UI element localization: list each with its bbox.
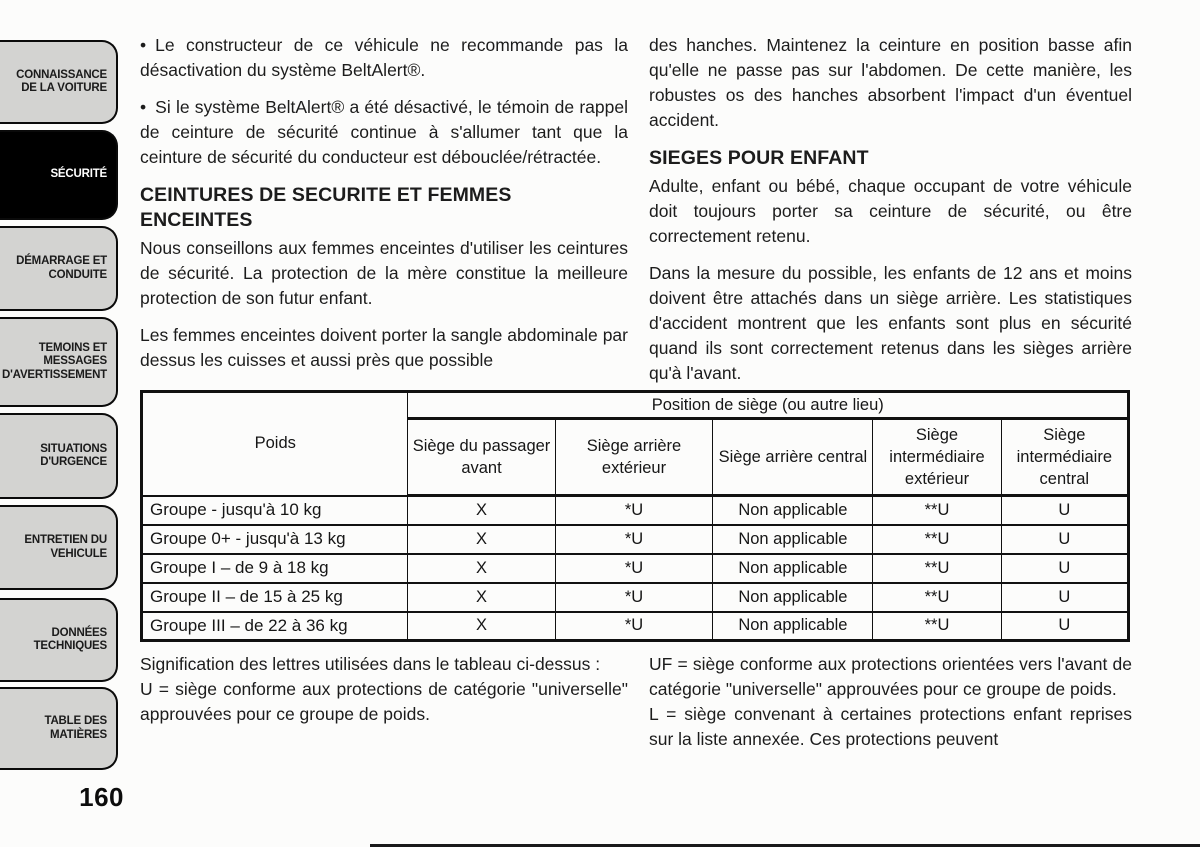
table-legend-right — [649, 652, 1132, 752]
sidebar-item-label: ENTRETIEN DU VEHICULE — [24, 534, 107, 560]
body-paragraph: des hanches. Maintenez la ceinture en position basse afin qu'elle ne passe pas sur l'abdomen. De cette manière, les robustes os des hanches absorbent l'impact d'un éventuel accident. — [649, 35, 1132, 130]
legend-line: U = siège conforme aux protections de catégorie "universelle" approuvées pour ce groupe de poids. — [140, 679, 628, 724]
table-cell: U — [1001, 612, 1128, 641]
table-cell: Non applicable — [713, 525, 873, 554]
table-cell: *U — [555, 554, 713, 583]
row-label: Groupe I – de 9 à 18 kg — [142, 554, 408, 583]
table-cell: *U — [555, 496, 713, 525]
sidebar-item-label: TABLE DES MATIÈRES — [44, 715, 107, 741]
table-cell: **U — [873, 612, 1001, 641]
body-paragraph: Nous conseillons aux femmes enceintes d'utiliser les ceintures de sécurité. La protection de la mère constitue la meilleure protection de son futur enfant. — [140, 238, 628, 308]
table-cell: *U — [555, 612, 713, 641]
table-header-siege-arriere-exterieur: Siège arrière extérieur — [555, 419, 713, 496]
body-paragraph — [140, 95, 628, 170]
body-paragraph: Les femmes enceintes doivent porter la sangle abdominale par dessus les cuisses et aussi près que possible — [140, 325, 628, 370]
table-header-siege-passager-avant: Siège du passager avant — [408, 419, 555, 496]
sidebar-item-demarrage-et-conduite[interactable] — [0, 226, 118, 311]
table-cell: Non applicable — [713, 583, 873, 612]
sidebar — [0, 0, 124, 847]
sidebar-item-securite[interactable] — [0, 130, 118, 220]
table-row — [142, 496, 1129, 525]
body-paragraph — [140, 33, 628, 83]
table-header-siege-intermediaire-exterieur: Siège intermédiaire extérieur — [873, 419, 1001, 496]
table-row — [142, 583, 1129, 612]
table-cell: Non applicable — [713, 612, 873, 641]
bullet-icon: • — [140, 97, 147, 117]
table-cell: X — [408, 612, 555, 641]
row-label: Groupe III – de 22 à 36 kg — [142, 612, 408, 641]
table-header-position-de-siege: Position de siège (ou autre lieu) — [408, 392, 1129, 419]
table-header-siege-intermediaire-central: Siège intermédiaire central — [1001, 419, 1128, 496]
child-seat-table — [140, 390, 1130, 642]
table-header-row-group — [142, 392, 1129, 419]
section-heading-ceintures-femmes-enceintes: CEINTURES DE SECURITE ET FEMMES ENCEINTES — [140, 184, 512, 231]
table-cell: *U — [555, 525, 713, 554]
right-column — [649, 33, 1132, 398]
legend-line: Signification des lettres utilisées dans le tableau ci-dessus : — [140, 654, 601, 674]
table-cell: X — [408, 496, 555, 525]
bullet-text: Si le système BeltAlert® a été désactivé, le témoin de rappel de ceinture de sécurité continue à s'allumer tant que la ceinture de sécurité du conducteur est débouclée/rétractée. — [140, 97, 628, 167]
table-cell: X — [408, 525, 555, 554]
sidebar-item-label: SÉCURITÉ — [50, 168, 107, 181]
bullet-text: Le constructeur de ce véhicule ne recommande pas la désactivation du système BeltAlert®. — [140, 35, 628, 80]
table-row — [142, 612, 1129, 641]
table-row — [142, 554, 1129, 583]
table-legend-left — [140, 652, 628, 727]
sidebar-item-table-des-matieres[interactable] — [0, 687, 118, 770]
sidebar-item-label: TEMOINS ET MESSAGES D'AVERTISSEMENT — [2, 341, 107, 381]
table-cell: U — [1001, 496, 1128, 525]
table-cell: Non applicable — [713, 496, 873, 525]
row-label: Groupe - jusqu'à 10 kg — [142, 496, 408, 525]
legend-line: UF = siège conforme aux protections orientées vers l'avant de catégorie "universelle" approuvées pour ce groupe de poids. — [649, 654, 1132, 699]
sidebar-item-entretien-du-vehicule[interactable] — [0, 505, 118, 590]
sidebar-item-label: DONNÉES TECHNIQUES — [33, 626, 107, 652]
body-paragraph: Dans la mesure du possible, les enfants de 12 ans et moins doivent être attachés dans un siège arrière. Les statistiques d'accident montrent que les enfants sont plus en sécurité quand ils sont correctement retenus dans les sièges arrière qu'à l'avant. — [649, 263, 1132, 383]
sidebar-item-label: SITUATIONS D'URGENCE — [40, 442, 107, 468]
table-cell: **U — [873, 525, 1001, 554]
table-cell: X — [408, 554, 555, 583]
table-cell: Non applicable — [713, 554, 873, 583]
child-seat-table-container — [140, 390, 1130, 642]
left-column — [140, 33, 628, 385]
section-heading-sieges-pour-enfant: SIEGES POUR ENFANT — [649, 147, 869, 169]
table-header-siege-arriere-central: Siège arrière central — [713, 419, 873, 496]
table-cell: U — [1001, 554, 1128, 583]
legend-line: L = siège convenant à certaines protections enfant reprises sur la liste annexée. Ces protections peuvent — [649, 704, 1132, 749]
row-label: Groupe 0+ - jusqu'à 13 kg — [142, 525, 408, 554]
body-paragraph: Adulte, enfant ou bébé, chaque occupant de votre véhicule doit toujours porter sa ceinture de sécurité, ou être correctement retenu. — [649, 176, 1132, 246]
sidebar-item-donnees-techniques[interactable] — [0, 598, 118, 682]
sidebar-item-label: DÉMARRAGE ET CONDUITE — [16, 255, 107, 281]
table-row — [142, 525, 1129, 554]
table-cell: **U — [873, 583, 1001, 612]
table-cell: **U — [873, 554, 1001, 583]
table-header-poids: Poids — [254, 434, 296, 453]
page-number: 160 — [79, 782, 124, 812]
bullet-icon: • — [140, 35, 147, 55]
table-cell: *U — [555, 583, 713, 612]
row-label: Groupe II – de 15 à 25 kg — [142, 583, 408, 612]
table-cell: **U — [873, 496, 1001, 525]
table-cell: U — [1001, 583, 1128, 612]
sidebar-item-temoins-et-messages[interactable] — [0, 317, 118, 407]
sidebar-item-situations-durgence[interactable] — [0, 413, 118, 499]
sidebar-item-label: CONNAISSANCE DE LA VOITURE — [16, 68, 107, 94]
table-cell: U — [1001, 525, 1128, 554]
sidebar-item-connaissance-de-la-voiture[interactable] — [0, 40, 118, 124]
table-cell: X — [408, 583, 555, 612]
